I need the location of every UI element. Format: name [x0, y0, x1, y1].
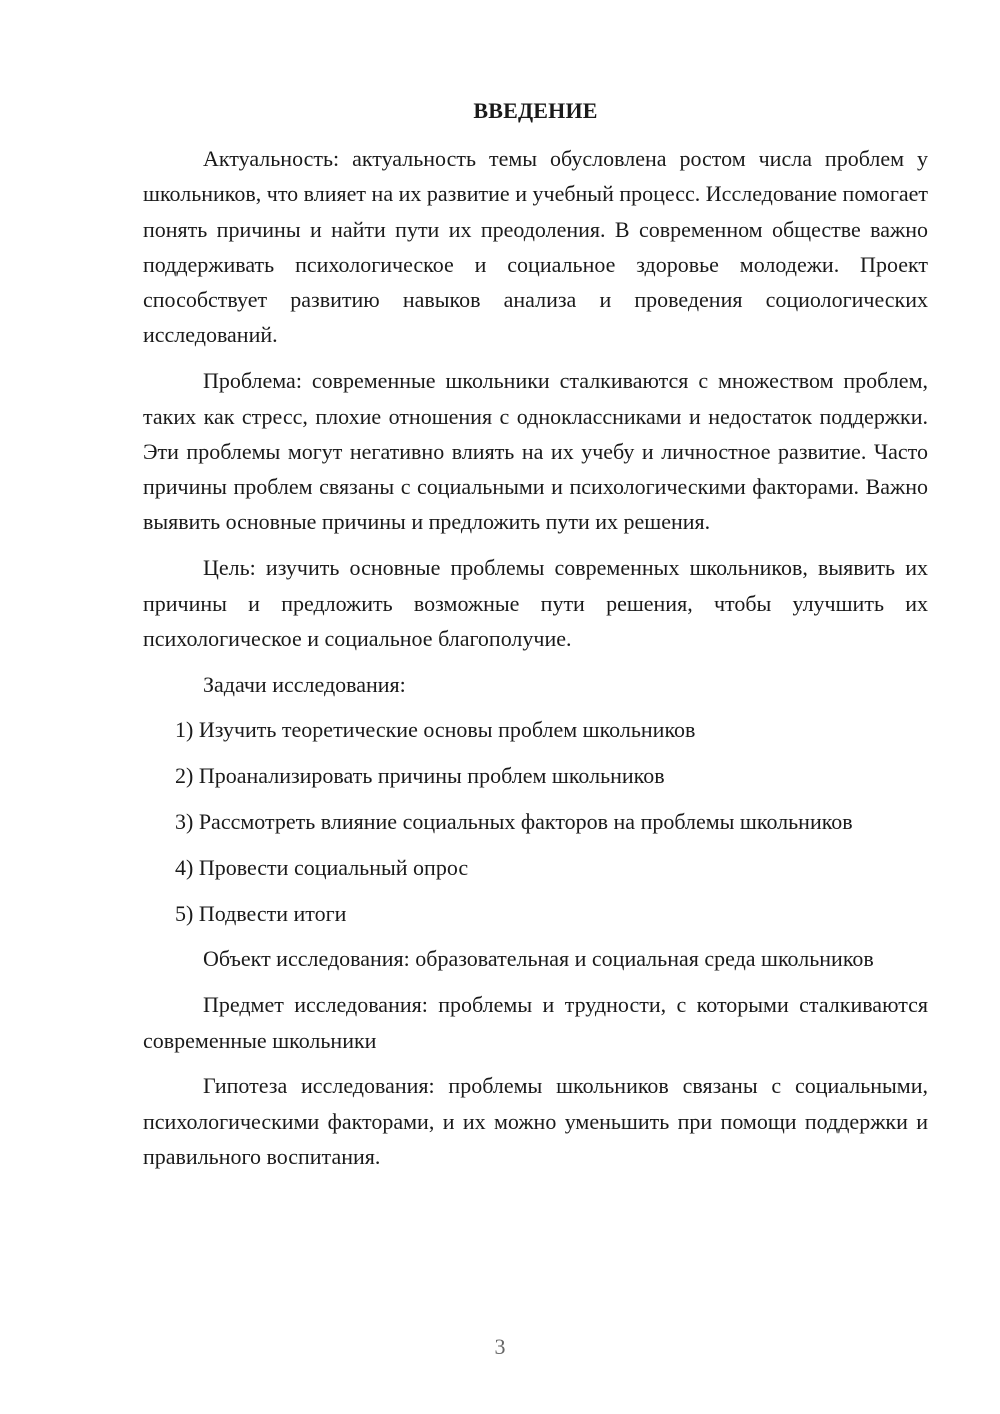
list-item: 3) Рассмотреть влияние социальных факторов на проблемы школьников — [175, 809, 853, 835]
hypothesis-paragraph: Гипотеза исследования: проблемы школьников связаны с социальными, психологическими факторами, и их можно уменьшить при помощи поддержки и правильного воспитания. — [143, 1073, 928, 1169]
subject-paragraph: Предмет исследования: проблемы и трудности, с которыми сталкиваются современные школьники — [143, 992, 928, 1053]
section-heading: ВВЕДЕНИЕ — [473, 98, 598, 123]
tasks-heading: Задачи исследования: — [203, 671, 406, 697]
list-item: 2) Проанализировать причины проблем школьников — [175, 763, 665, 789]
problem-paragraph: Проблема: современные школьники сталкиваются с множеством проблем, таких как стресс, плохие отношения с одноклассниками и недостаток поддержки. Эти проблемы могут негативно влиять на их учебу и личностное развитие. Часто причины проблем связаны с социальными и психологическими факторами. Важно выявить основные причины и предложить пути их решения. — [143, 368, 928, 535]
document-body — [143, 141, 928, 1185]
list-item: 4) Провести социальный опрос — [175, 854, 469, 880]
goal-paragraph: Цель: изучить основные проблемы современных школьников, выявить их причины и предложить возможные пути решения, чтобы улучшить их психологическое и социальное благополучие. — [143, 555, 928, 651]
tasks-list — [143, 712, 928, 930]
list-item: 1) Изучить теоретические основы проблем школьников — [175, 717, 696, 743]
page-number: 3 — [494, 1334, 506, 1359]
relevance-paragraph: Актуальность: актуальность темы обусловлена ростом числа проблем у школьников, что влияет на их развитие и учебный процесс. Исследование помогает понять причины и найти пути их преодоления. В современном обществе важно поддерживать психологическое и социальное здоровье молодежи. Проект способствует развитию навыков анализа и проведения социологических исследований. — [143, 146, 928, 348]
list-item: 5) Подвести итоги — [175, 900, 347, 926]
object-paragraph: Объект исследования: образовательная и социальная среда школьников — [203, 946, 874, 972]
